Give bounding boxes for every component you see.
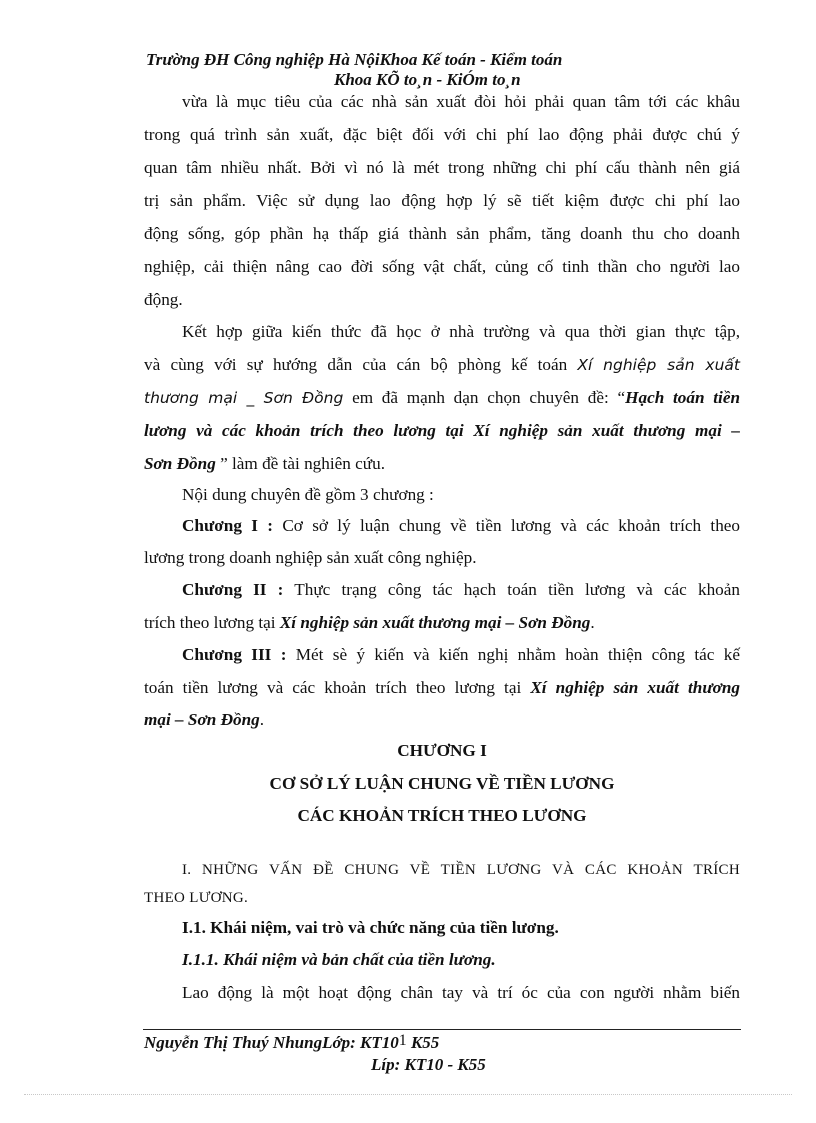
- p1-line-5: động sống, góp phần hạ thấp giá thành sản phẩm, tăng doanh thu cho doanh: [144, 224, 740, 243]
- p1-line-2: trong quá trình sản xuất, đặc biệt đối với chi phí lao động phải được chú ý: [144, 125, 740, 144]
- p2-line-3: thương mại _ Sơn Đồng em đã mạnh dạn chọn chuyên đề: “Hạch toán tiền: [144, 388, 741, 407]
- footer-line-2: Líp: KT10 - K55: [371, 1055, 486, 1074]
- ch2-line-2: trích theo lương tại Xí nghiệp sản xuất thương mại – Sơn Đồng.: [144, 613, 595, 632]
- section-heading-line-2: THEO LƯƠNG.: [144, 890, 249, 906]
- ch3-line-3: mại – Sơn Đồng.: [144, 710, 265, 729]
- page-bottom-dotted-border: [24, 1094, 792, 1095]
- p3-line: Nội dung chuyên đề gồm 3 chương :: [182, 485, 434, 504]
- p1-line-6: nghiệp, cải thiện nâng cao đời sống vật chất, củng cố tinh thần cho người lao: [144, 257, 740, 276]
- p2-line-4: lương và các khoản trích theo lương tại Xí nghiệp sản xuất thương mại –: [144, 421, 740, 440]
- footer-divider: [143, 1029, 741, 1030]
- section-heading-line-1: I. NHỮNG VẤN ĐỀ CHUNG VỀ TIỀN LƯƠNG VÀ CÁC KHOẢN TRÍCH: [182, 862, 740, 878]
- chapter-subtitle-1: CƠ SỞ LÝ LUẬN CHUNG VỀ TIỀN LƯƠNG: [269, 774, 615, 793]
- section-body-line: Lao động là một hoạt động chân tay và trí óc của con người nhằm biến: [182, 983, 740, 1002]
- subsection-heading-1: I.1. Khái niệm, vai trò và chức năng của tiền lương.: [182, 918, 559, 937]
- page-number: 1: [398, 1032, 407, 1049]
- header-line-2: Khoa KÕ to¸n - KiÓm to¸n: [334, 70, 521, 89]
- p2-line-1: Kết hợp giữa kiến thức đã học ở nhà trường và qua thời gian thực tập,: [182, 322, 740, 341]
- chapter-subtitle-2: CÁC KHOẢN TRÍCH THEO LƯƠNG: [297, 806, 587, 825]
- p1-line-1: vừa là mục tiêu của các nhà sản xuất đòi hỏi phải quan tâm tới các khâu: [182, 92, 740, 111]
- ch3-line-2: toán tiền lương và các khoản trích theo lương tại Xí nghiệp sản xuất thương: [144, 678, 741, 697]
- header-line-1: Trường ĐH Công nghiệp Hà NộiKhoa Kế toán - Kiểm toán: [146, 50, 563, 69]
- topic-title: Hạch toán tiền: [625, 388, 741, 407]
- p1-line-7: động.: [144, 290, 183, 309]
- ch1-line-1: Chương I : Cơ sở lý luận chung về tiền lương và các khoản trích theo: [182, 516, 741, 535]
- p1-line-4: trị sản phẩm. Việc sử dụng lao động hợp lý sẽ tiết kiệm được chi phí lao: [144, 191, 740, 210]
- footer-line-1: Nguyễn Thị Thuý NhungLớp: KT101 K55: [144, 1032, 440, 1052]
- ch2-line-1: Chương II : Thực trạng công tác hạch toán tiền lương và các khoản: [182, 580, 740, 599]
- subsection-heading-2: I.1.1. Khái niệm và bản chất của tiền lương.: [182, 950, 496, 969]
- chapter-title: CHƯƠNG I: [397, 741, 487, 760]
- p2-line-5: Sơn Đồng ” làm đề tài nghiên cứu.: [144, 454, 385, 473]
- company-name-italic: Xí nghiệp sản xuất: [577, 356, 740, 374]
- p2-line-2: và cùng với sự hướng dẫn của cán bộ phòng kế toán Xí nghiệp sản xuất: [144, 355, 740, 374]
- p1-line-3: quan tâm nhiều nhất. Bởi vì nó là mét trong những chi phí cấu thành nên giá: [144, 158, 740, 177]
- ch3-line-1: Chương III : Mét sè ý kiến và kiến nghị nhằm hoàn thiện công tác kế: [182, 645, 741, 664]
- ch1-line-2: lương trong doanh nghiệp sản xuất công nghiệp.: [144, 548, 477, 567]
